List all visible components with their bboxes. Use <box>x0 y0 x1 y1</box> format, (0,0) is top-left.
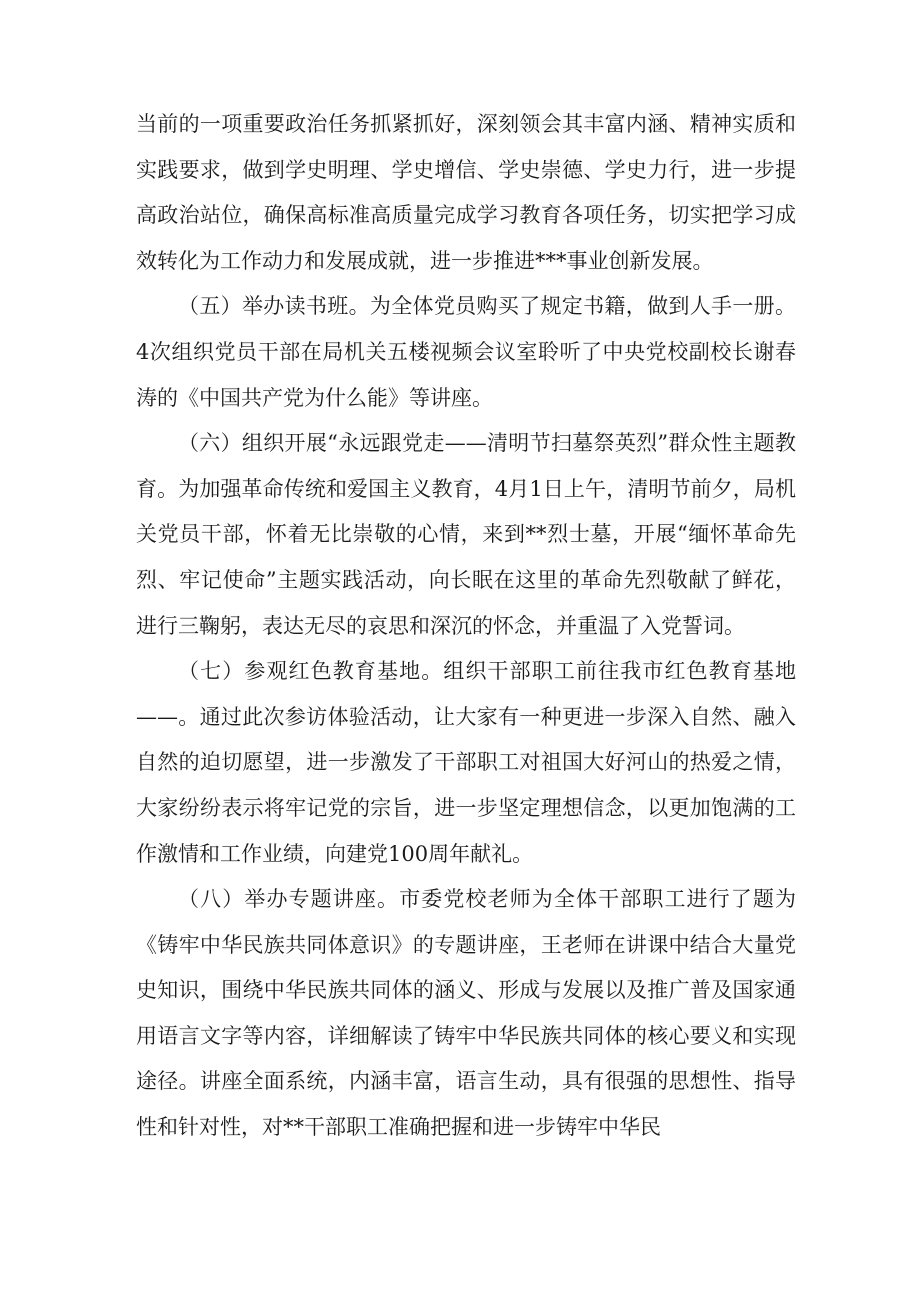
paragraph-section-7: （七）参观红色教育基地。组织干部职工前往我市红色教育基地——。通过此次参访体验活动，让大家有一种更进一步深入自然、融入自然的迫切愿望，进一步激发了干部职工对祖国大好河山的热爱之情，大家纷纷表示将牢记党的宗旨，进一步坚定理想信念，以更加饱满的工作激情和工作业绩，向建党100周年献礼。 <box>136 659 796 866</box>
paragraph-section-5: （五）举办读书班。为全体党员购买了规定书籍，做到人手一册。4次组织党员干部在局机关五楼视频会议室聆听了中央党校副校长谢春涛的《中国共产党为什么能》等讲座。 <box>136 294 796 410</box>
paragraph-section-6: （六）组织开展“永远跟党走——清明节扫墓祭英烈”群众性主题教育。为加强革命传统和爱国主义教育，4月1日上午，清明节前夕，局机关党员干部，怀着无比崇敬的心情，来到**烈士墓，开展“缅怀革命先烈、牢记使命”主题实践活动，向长眠在这里的革命先烈敬献了鲜花，进行三鞠躬，表达无尽的哀思和深沉的怀念，并重温了入党誓词。 <box>136 431 796 638</box>
paragraph-section-8: （八）举办专题讲座。市委党校老师为全体干部职工进行了题为《铸牢中华民族共同体意识》的专题讲座，王老师在讲课中结合大量党史知识，围绕中华民族共同体的涵义、形成与发展以及推广普及国家通用语言文字等内容，详细解读了铸牢中华民族共同体的核心要义和实现途径。讲座全面系统，内涵丰富，语言生动，具有很强的思想性、指导性和针对性，对**干部职工准确把握和进一步铸牢中华民 <box>136 887 796 1140</box>
document-page <box>136 102 796 1151</box>
paragraph-continuation: 当前的一项重要政治任务抓紧抓好，深刻领会其丰富内涵、精神实质和实践要求，做到学史明理、学史增信、学史崇德、学史力行，进一步提高政治站位，确保高标准高质量完成学习教育各项任务，切实把学习成效转化为工作动力和发展成就，进一步推进***事业创新发展。 <box>136 112 796 273</box>
